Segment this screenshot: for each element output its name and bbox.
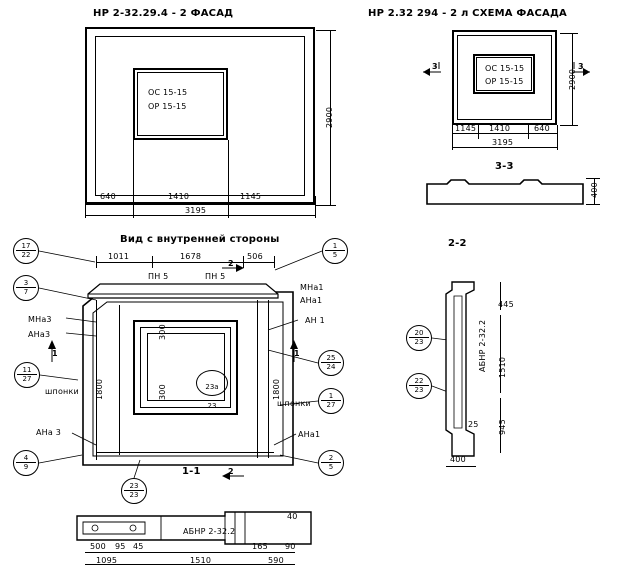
s11-dim-1510: 1510 — [190, 556, 212, 565]
title-facade-left: НР 2-32.29.4 - 2 ФАСАД — [93, 8, 234, 19]
callout-1-27-bottom: 27 — [326, 401, 336, 409]
callout-4-9-top: 4 — [23, 454, 29, 462]
right-mark-left-label: 3 — [432, 62, 438, 71]
label-ana1-bottom: АНа1 — [298, 430, 321, 439]
callout-17-22-top: 17 — [21, 242, 31, 250]
callout-22-23-bottom: 23 — [414, 386, 424, 394]
label-shponki-right: шпонки — [277, 399, 311, 408]
section-2-top-label: 2 — [228, 259, 234, 268]
inner-dim-top-a: 1011 — [108, 252, 130, 261]
callout-20-23-top: 20 — [414, 329, 424, 337]
inner-dim-300-top: 300 — [158, 324, 167, 340]
label-pn5-left: ПН 5 — [148, 272, 169, 281]
inner-dim-top-c: 506 — [247, 252, 263, 261]
callout-25-24-top: 25 — [326, 354, 336, 362]
right-dim-b: 1410 — [489, 124, 511, 133]
label-mna3: МНа3 — [28, 315, 52, 324]
label-pn5-right: ПН 5 — [205, 272, 226, 281]
left-dim-a: 640 — [100, 192, 116, 201]
s11-dim-1095: 1095 — [96, 556, 118, 565]
callout-11-27-bottom: 27 — [22, 375, 32, 383]
section-2-2-profile — [440, 280, 500, 460]
s11-dim-45: 45 — [133, 542, 144, 551]
callout-20-23-bottom: 23 — [414, 338, 424, 346]
callout-23-23-bottom: 23 — [129, 491, 139, 499]
callout-25-24-bottom: 24 — [326, 363, 336, 371]
s22-dim-945: 945 — [498, 419, 507, 435]
s11-label-center: АБНР 2-32.2 — [183, 527, 236, 536]
callout-3-7-top: 3 — [23, 279, 29, 287]
s11-dim-590: 590 — [268, 556, 284, 565]
callout-2-5-top: 2 — [328, 454, 334, 462]
right-dim-a: 1145 — [455, 124, 477, 133]
s11-dim-95: 95 — [115, 542, 126, 551]
title-inner-view: Вид с внутренней стороны — [120, 234, 280, 245]
right-window-label-2: ОР 15-15 — [485, 77, 524, 86]
left-dim-total: 3195 — [185, 206, 207, 215]
right-dim-c: 640 — [534, 124, 550, 133]
callout-1-27-top: 1 — [328, 392, 334, 400]
left-dim-height: 2900 — [325, 106, 334, 128]
right-mark-right-label: 3 — [578, 62, 584, 71]
label-mna1-top: МНа1 — [300, 283, 324, 292]
label-shponki-left: шпонки — [45, 387, 79, 396]
s11-dim-40: 40 — [287, 512, 298, 521]
s11-dim-500: 500 — [90, 542, 106, 551]
s22-dim-1510-line — [500, 315, 501, 393]
section-2-bottom-label: 2 — [228, 467, 234, 476]
callout-17-22-bottom: 22 — [21, 251, 31, 259]
s22-label-vertical: АБНР 2-32.2 — [478, 319, 487, 372]
right-dim-height: 2900 — [568, 68, 577, 90]
callout-23-23-top: 23 — [129, 482, 139, 490]
callout-1-5-top-top: 1 — [332, 242, 338, 250]
callout-23a-23-top: 23а — [205, 383, 219, 391]
section-1-right-label: 1 — [294, 349, 300, 358]
s22-dim-1510: 1510 — [498, 356, 507, 378]
s33-thickness: 400 — [590, 182, 599, 198]
s22-dim-445: 445 — [498, 300, 514, 309]
inner-dim-top-b: 1678 — [180, 252, 202, 261]
callout-1-5-top-bottom: 5 — [332, 251, 338, 259]
inner-dim-left-1800: 1800 — [95, 378, 104, 400]
right-dim-total: 3195 — [492, 138, 514, 147]
label-ana3-left: АНа3 — [28, 330, 51, 339]
label-ana3-bottom: АНа 3 — [36, 428, 62, 437]
title-facade-right: НР 2.32 294 - 2 л СХЕМА ФАСАДА — [368, 8, 567, 19]
callout-22-23-top: 22 — [414, 377, 424, 385]
s11-dim-chain — [85, 552, 295, 553]
section-1-left-label: 1 — [52, 349, 58, 358]
callout-3-7-bottom: 7 — [23, 288, 29, 296]
label-ana1-top: АНа1 — [300, 296, 323, 305]
title-section-2-2: 2-2 — [448, 238, 467, 249]
label-an1: АН 1 — [305, 316, 325, 325]
left-dim-b: 1410 — [168, 192, 190, 201]
inner-dim-300-bottom: 300 — [158, 384, 167, 400]
left-window-label-1: ОС 15-15 — [148, 88, 188, 97]
callout-23a-23-bottom: 23 — [207, 402, 217, 410]
title-section-3-3: 3-3 — [495, 161, 514, 172]
callout-2-5-bottom: 5 — [328, 463, 334, 471]
s22-dim-25: 25 — [468, 420, 479, 429]
right-window-label-1: ОС 15-15 — [485, 64, 525, 73]
callout-4-9-bottom: 9 — [23, 463, 29, 471]
left-window-label-2: ОР 15-15 — [148, 102, 187, 111]
s22-dim-400-line — [446, 466, 476, 467]
callout-11-27-top: 11 — [22, 366, 32, 374]
s11-dim-90: 90 — [285, 542, 296, 551]
s11-dim-165: 165 — [252, 542, 268, 551]
s22-dim-400: 400 — [450, 455, 466, 464]
left-dim-c: 1145 — [240, 192, 262, 201]
title-section-1-1: 1-1 — [182, 466, 201, 477]
inner-dim-right-1800: 1800 — [272, 378, 281, 400]
